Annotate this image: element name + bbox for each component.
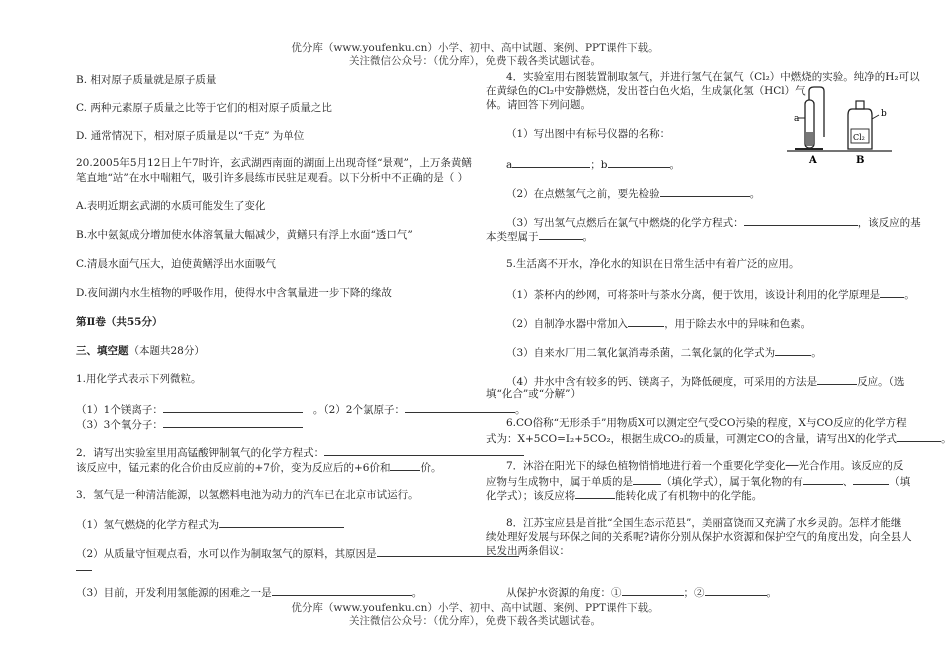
q5-part-4-line-2: 填“化合”或“分解”） — [486, 388, 581, 400]
q4-stem-line-2: 在黄绿色的Cl₂中安静燃烧，发出苍白色火焰，生成氯化氢（HCl）气 — [486, 85, 806, 97]
q7-text-2: 应物与生成物中，属于单质的是 — [486, 476, 633, 488]
q20-option-b: B.水中氨氮成分增加使水体溶氧量大幅减少，黄鳝只有浮上水面“透口气” — [76, 229, 413, 241]
q5-stem: 5.生活离不开水，净化水的知识在日常生活中有着广泛的应用。 — [506, 258, 800, 270]
apparatus-a-drawing — [787, 87, 892, 151]
header-line-1: 优分库（www.youfenku.cn）小学、初中、高中试题、案例、PPT课件下载。 — [291, 42, 659, 54]
q20-option-a: A.表明近期玄武湖的水质可能发生了变化 — [76, 200, 266, 212]
q5-part-1-text: （1）茶杯内的纱网，可将茶叶与茶水分离，便于饮用，该设计利用的化学原理是 — [506, 289, 881, 301]
q3-blank-3[interactable] — [272, 584, 412, 596]
q8-blank-1[interactable] — [622, 584, 684, 596]
q4-stem-line-1: 4．实验室用右图装置制取氢气，并进行氢气在氯气（Cl₂）中燃烧的实验。纯净的H₂可以 — [506, 71, 920, 83]
q19-option-c: C. 两种元素原子质量之比等于它们的相对原子质量之比 — [76, 102, 332, 114]
q5-blank-3[interactable] — [775, 344, 811, 356]
figure-label-a: a — [794, 114, 800, 124]
q4-part-3-text-3: 本类型属于 — [486, 231, 539, 243]
q5-part-3 — [506, 344, 822, 360]
q20-stem-line-2: 笔直地“站”在水中喘粗气，吸引许多晨练市民驻足观看。以下分析中不正确的是（ ） — [76, 172, 469, 184]
q1-blank-1[interactable] — [163, 401, 303, 413]
q5-part-2 — [506, 315, 811, 331]
q4-stem-line-3: 体。请回答下列问题。 — [486, 99, 591, 111]
q8-blank-2[interactable] — [705, 584, 767, 596]
q1-blank-2[interactable] — [405, 401, 515, 413]
q5-blank-2[interactable] — [628, 315, 664, 327]
q1-part-2: 。（2）2个氯原子： — [312, 404, 405, 416]
q3-blank-2-continued[interactable] — [76, 559, 92, 571]
q8-water-line — [506, 584, 777, 600]
section-3-note: （本题共28分） — [128, 345, 205, 357]
q4-part-2-text: （2）在点燃氢气之前，要先检验 — [506, 188, 660, 200]
q4-label-b: ；b — [590, 159, 608, 171]
q6-line-2 — [486, 430, 952, 446]
q3-line-1 — [76, 516, 344, 532]
apparatus-figure — [787, 85, 897, 167]
q5-part-2-text-2: ，用于除去水中的异味和色素。 — [664, 318, 812, 330]
q8-line-2: 续处理好发展与环保之间的关系呢?请你分别从保护水资源和保护空气的角度出发，向全县人 — [486, 531, 912, 543]
q2-blank-valence[interactable] — [390, 459, 420, 471]
q3-stem: 3．氢气是一种清洁能源，以氢燃料电池为动力的汽车已在北京市试运行。 — [76, 489, 419, 501]
q8-line-3: 民发出两条倡议： — [486, 545, 570, 557]
q4-part-1-blanks — [506, 156, 680, 172]
q3-end: 。 — [411, 587, 423, 599]
q2-line-1 — [76, 444, 524, 460]
figure-label-A: A — [809, 155, 817, 166]
q7-blank-3[interactable] — [853, 473, 889, 485]
figure-label-b: b — [881, 109, 887, 119]
q5-part-4-text: （4）井水中含有较多的钙、镁离子，为降低硬度，可采用的方法是 — [506, 376, 818, 388]
q4-part-1-end: 。 — [669, 159, 680, 171]
footer-line-1: 优分库（www.youfenku.cn）小学、初中、高中试题、案例、PPT课件下载。 — [291, 602, 659, 614]
q7-line-3 — [486, 487, 762, 503]
q5-part-4-text-2: 反应。（选 — [857, 376, 905, 388]
q5-part-1-end: 。 — [904, 289, 915, 301]
q6-line-1: 6.CO俗称“无形杀手”用物质X可以测定空气受CO污染的程度，X与CO反应的化学方程 — [506, 417, 907, 429]
q7-text-4: 、 — [842, 476, 854, 488]
part-2-title: 第Ⅱ卷（共55分） — [76, 316, 163, 328]
q20-option-d: D.夜间湖内水生植物的呼吸作用，使得水中含氧量进一步下降的缘故 — [76, 287, 392, 299]
q4-part-3-end: 。 — [582, 231, 593, 243]
q6-blank[interactable] — [897, 430, 941, 442]
q4-label-a: a — [506, 159, 513, 171]
q2-line-2 — [76, 459, 441, 475]
q7-blank-2[interactable] — [803, 473, 843, 485]
q19-option-b: B. 相对原子质量就是原子质量 — [76, 74, 217, 86]
q7-text-6: 化学式）；该反应将 — [486, 490, 576, 502]
q4-part-2 — [506, 185, 760, 201]
bottle-label-cl2: Cl₂ — [853, 133, 865, 142]
q2-text-3: 价。 — [420, 462, 442, 474]
q8-end: 。 — [766, 587, 777, 599]
q7-line-1: 7．沐浴在阳光下的绿色植物悄悄地进行着一个重要化学变化──光合作用。该反应的反 — [506, 460, 904, 472]
q3-part-3: （3）目前，开发利用氢能源的困难之一是 — [76, 587, 272, 599]
q8-sep: ；② — [683, 587, 705, 599]
q4-blank-3[interactable] — [744, 214, 858, 226]
q3-blank-1[interactable] — [219, 516, 344, 528]
q20-stem-line-1: 20.2005年5月12日上午7时许，玄武湖西南面的湖面上出现奇怪“景观”，上万条黄鳝 — [76, 157, 472, 169]
q3-line-2 — [76, 545, 519, 561]
q1-line-1 — [76, 401, 526, 417]
q1-blank-3[interactable] — [163, 416, 303, 428]
q5-part-3-end: 。 — [811, 347, 822, 359]
q5-part-1 — [506, 286, 915, 302]
q1-part-1: （1）1个镁离子： — [76, 404, 163, 416]
q4-blank-a[interactable] — [512, 156, 590, 168]
q7-text-5: （填 — [889, 476, 911, 488]
q7-text-7: 能转化成了有机物中的化学能。 — [615, 490, 763, 502]
q1-stem: 1.用化学式表示下列微粒。 — [76, 373, 202, 385]
q5-part-3-text: （3）自来水厂用二氧化氯消毒杀菌，二氧化氯的化学式为 — [506, 347, 776, 359]
footer-line-2: 关注微信公众号：（优分库），免费下载各类试题试卷。 — [349, 615, 601, 627]
q4-blank-4[interactable] — [539, 228, 583, 240]
q1-part-3: （3）3个氧分子： — [76, 419, 163, 431]
q5-blank-4[interactable] — [817, 373, 857, 385]
q4-blank-b[interactable] — [608, 156, 670, 168]
header-line-2: 关注微信公众号：（优分库），免费下载各类试题试卷。 — [349, 55, 601, 67]
q4-part-3-line-2 — [486, 228, 593, 244]
section-3-title: 三、填空题 — [76, 345, 129, 357]
q5-blank-1[interactable] — [880, 286, 904, 298]
q4-blank-2[interactable] — [660, 185, 750, 197]
q7-blank-1[interactable] — [633, 473, 661, 485]
q4-part-3-text-2: ，该反应的基 — [857, 217, 921, 229]
q8-line-1: 8．江苏宝应县是首批“全国生态示范县”，美丽富饶而又充满了水乡灵韵。怎样才能继 — [506, 517, 902, 529]
figure-label-B: B — [856, 155, 865, 166]
q2-text-1: 2．请写出实验室里用高锰酸钾制氧气的化学方程式： — [76, 447, 325, 459]
q7-blank-4[interactable] — [575, 487, 615, 499]
q1-line-3 — [76, 416, 303, 432]
q6-end: 。 — [941, 433, 952, 445]
q3-part-2: （2）从质量守恒观点看，水可以作为制取氢气的原料，其原因是 — [76, 548, 377, 560]
q20-option-c: C.清晨水面气压大，迫使黄鳝浮出水面吸气 — [76, 258, 276, 270]
q4-part-1: （1）写出图中有标号仪器的名称： — [506, 128, 671, 140]
q1-end: 。 — [515, 404, 526, 416]
q7-text-3: （填化学式），属于氧化物的有 — [661, 476, 803, 488]
section-3-heading — [76, 344, 205, 358]
q3-line-3 — [76, 584, 422, 600]
q6-text-2: 式为：X+5CO=I₂+5CO₂，根据生成CO₂的质量，可测定CO的含量，请写出X的化学式 — [486, 433, 898, 445]
q19-option-d: D. 通常情况下，相对原子质量是以“千克” 为单位 — [76, 130, 305, 142]
q4-part-2-end: 。 — [749, 188, 761, 200]
q8-water-text: 从保护水资源的角度：① — [506, 587, 622, 599]
q3-part-1: （1）氢气燃烧的化学方程式为 — [76, 519, 220, 531]
q4-part-3-text: （3）写出氢气点燃后在氯气中燃烧的化学方程式： — [506, 217, 744, 229]
q2-text-2: 该反应中，锰元素的化合价由反应前的+7价，变为反应后的+6价和 — [76, 462, 391, 474]
q5-part-2-text: （2）自制净水器中常加入 — [506, 318, 629, 330]
